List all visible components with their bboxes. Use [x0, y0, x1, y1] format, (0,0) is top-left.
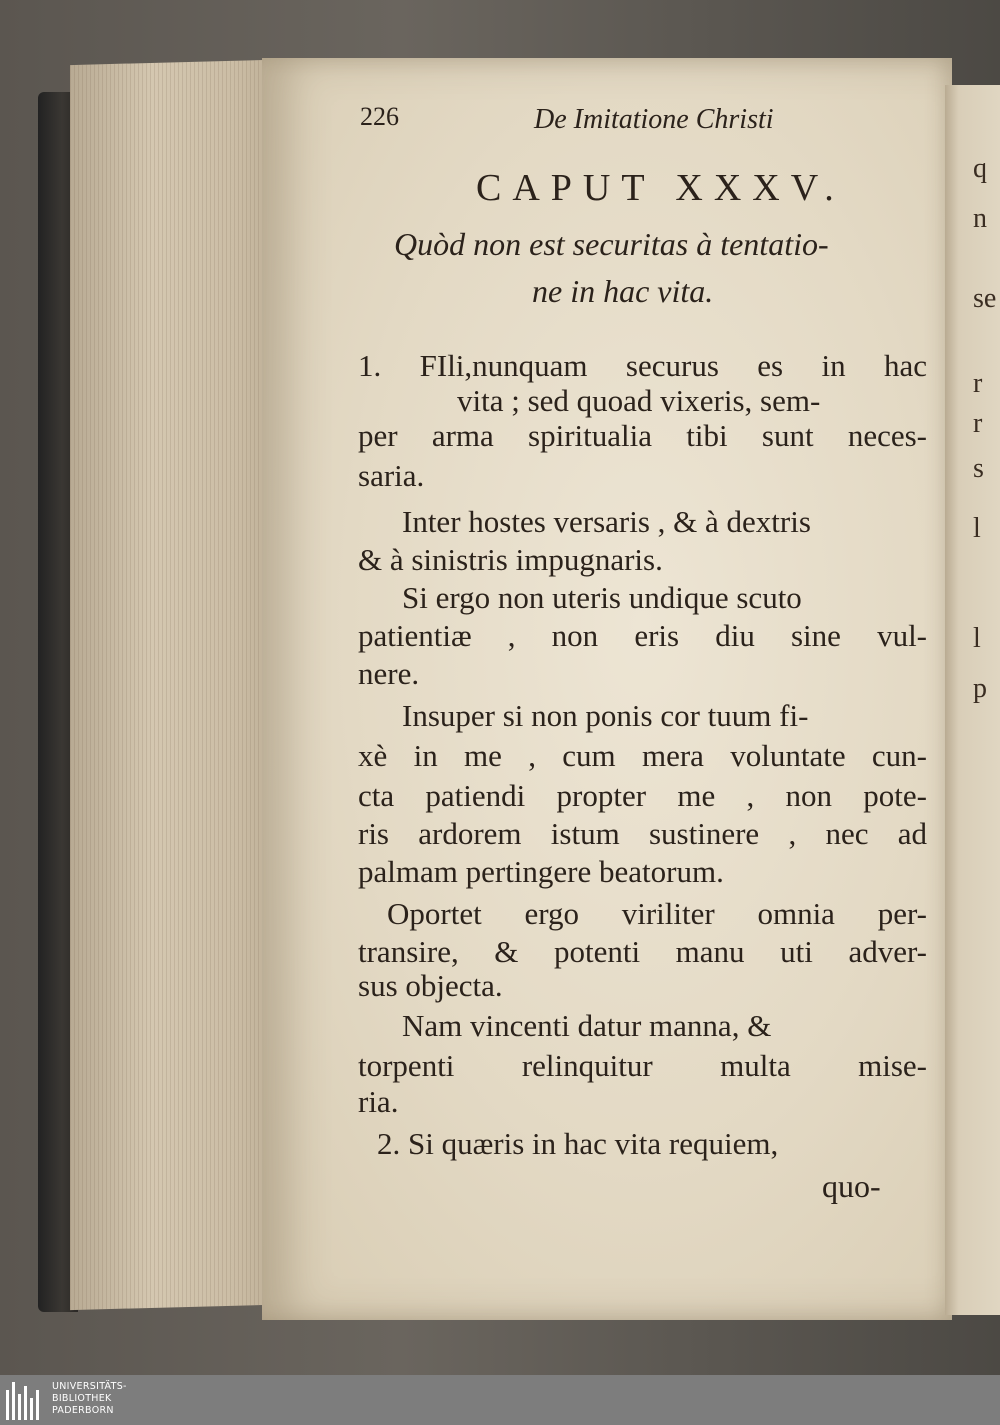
text-line: cta patiendi propter me , non pote- — [358, 778, 927, 813]
chapter-heading: CAPUT XXXV. — [476, 167, 845, 209]
text-line: Oportet ergo viriliter omnia per- — [387, 896, 927, 931]
next-page-glyph: r — [973, 368, 983, 399]
logo-line: PADERBORN — [52, 1405, 114, 1416]
page-number: 226 — [360, 102, 399, 131]
text-line: vita ; sed quoad vixeris, sem- — [457, 383, 821, 418]
next-page-glyph: l — [973, 513, 981, 544]
text-line: 2. Si quæris in hac vita requiem, — [377, 1126, 779, 1161]
next-page-glyph: se — [973, 283, 997, 314]
library-logo-icon — [6, 1382, 46, 1420]
text-line: patientiæ , non eris diu sine vul- — [358, 618, 927, 653]
catchword: quo- — [822, 1168, 881, 1204]
text-line: Si ergo non uteris undique scuto — [402, 580, 802, 615]
text-line: transire, & potenti manu uti adver- — [358, 934, 927, 969]
text-line: Inter hostes versaris , & à dextris — [402, 504, 811, 539]
text-line: ria. — [358, 1084, 399, 1119]
next-page-glyph: p — [973, 673, 987, 704]
text-line: & à sinistris impugnaris. — [358, 542, 663, 577]
next-page-glyph: n — [973, 203, 987, 234]
next-page-glyph: r — [973, 408, 983, 439]
text-line: xè in me , cum mera voluntate cun- — [358, 738, 927, 773]
text-line: palmam pertingere beatorum. — [358, 854, 724, 889]
text-line: Insuper si non ponis cor tuum fi- — [402, 698, 809, 733]
next-page-glyph: l — [973, 623, 981, 654]
footer-bar — [0, 1375, 1000, 1425]
logo-line: UNIVERSITÄTS- — [52, 1381, 127, 1392]
chapter-title-line: ne in hac vita. — [532, 273, 714, 309]
text-line: sus objecta. — [358, 968, 503, 1003]
text-line: 1. FIli,nunquam securus es in hac — [358, 348, 927, 383]
text-line: saria. — [358, 458, 425, 493]
library-logo-text — [52, 1381, 172, 1417]
running-head: De Imitatione Christi — [534, 104, 774, 135]
text-line: torpenti relinquitur multa mise- — [358, 1048, 927, 1083]
next-page-edge — [945, 85, 1000, 1315]
text-line: Nam vincenti datur manna, & — [402, 1008, 772, 1043]
text-line: ris ardorem istum sustinere , nec ad — [358, 816, 927, 851]
book-page — [262, 58, 952, 1320]
text-line: nere. — [358, 656, 420, 691]
chapter-title-line: Quòd non est securitas à tentatio- — [394, 226, 829, 262]
next-page-glyph: q — [973, 153, 987, 184]
logo-line: BIBLIOTHEK — [52, 1393, 112, 1404]
next-page-glyph: s — [973, 453, 984, 484]
text-line: per arma spiritualia tibi sunt neces- — [358, 418, 927, 453]
